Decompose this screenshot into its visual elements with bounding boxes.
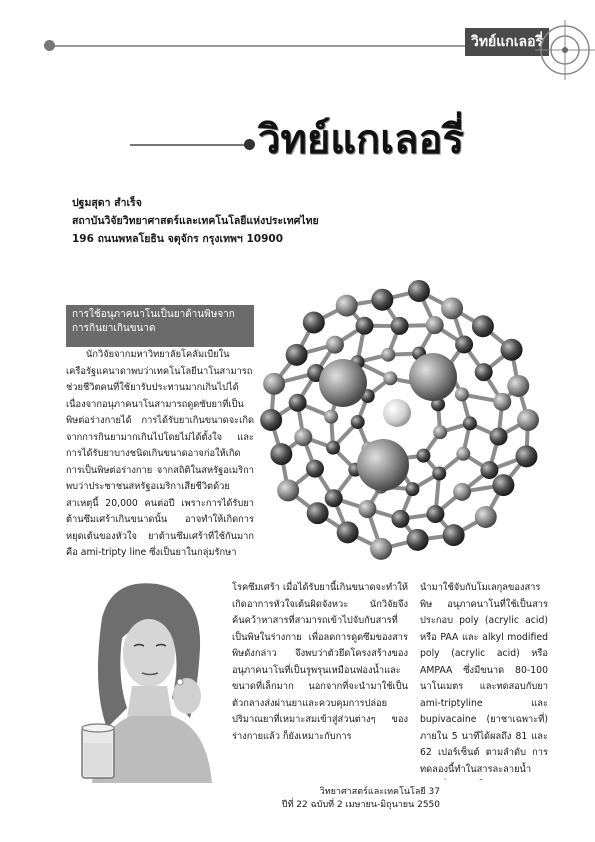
page-footer bbox=[240, 786, 440, 812]
footer-magazine-page: วิทยาศาสตร์และเทคโนโลยี 37 bbox=[319, 787, 440, 797]
title-rule bbox=[130, 144, 250, 146]
page-title: วิทย์แกเลอรี่ bbox=[258, 117, 464, 163]
author-block bbox=[72, 194, 372, 248]
title-bullet-dot bbox=[244, 139, 255, 150]
author-affiliation: สถาบันวิจัยวิทยาศาสตร์และเทคโนโลยีแห่งประเทศไทย bbox=[72, 215, 319, 227]
header-rule bbox=[50, 45, 470, 47]
footer-issue-info: ปีที่ 22 ฉบับที่ 2 เมษายน-มิถุนายน 2550 bbox=[281, 800, 440, 810]
target-circles-icon bbox=[535, 20, 595, 80]
woman-taking-pill-photo bbox=[72, 578, 222, 783]
section-tab: วิทย์แกเลอรี่ bbox=[465, 28, 549, 56]
sidebar-body-text: นักวิจัยจากมหาวิทยาลัยโคลัมเบียในเครือรัฐแคนาดาพบว่าเทคโนโลยีนาโนสามารถช่วยชีวิตคนที่ใช้ยารับประทานมากเกินไปได้ เนื่องจากอนุภาคนาโนสามารถดูดซับยาที่เป็นพิษต่อร่างกายได้ การได้รับยาเกินขนาดจะเกิดจากการกินยามากเกินไปโดยไม่ได้ตั้งใจ และการได้รับยาบางชนิดเกินขนาดอาจก่อให้เกิดการเป็นพิษต่อร่างกาย จากสถิติในสหรัฐอเมริกาพบว่าประชาชนสหรัฐอเมริกาเสียชีวิตด้วยสาเหตุนี้ 20,000 คนต่อปี เพราะการได้รับยาต้านซึมเศร้าเกินขนาดนั้น อาจทำให้เกิดการหยุดเต้นของหัวใจ ยาต้านซึมเศร้าที่ใช้กันมากคือ ami-tripty line ซึ่งเป็นยาในกลุ่มรักษา bbox=[66, 349, 254, 558]
article-column-right: นำมาใช้จับกับโมเลกุลของสารพิษ อนุภาคนาโนที่ใช้เป็นสาร ประกอบ poly (acrylic acid) หรือ PAA และ alkyl modified poly (acrylic acid) หรือ AMPAA ซึ่งมีขนาด 80-100 นาโนเมตร และทดสอบกับยา ami-triptyline และ bupivacaine (ยาชาเฉพาะที่) ภายใน 5 นาทีได้ผลถึง 81 และ 62 เปอร์เซ็นต์ ตามลำดับ การทดลองนี้ทำในสารละลายน้ำ bbox=[420, 582, 548, 775]
header-bullet-dot bbox=[44, 40, 55, 51]
article-column-middle: โรคซึมเศร้า เมื่อได้รับยานี้เกินขนาดจะทำให้เกิดอาการหัวใจเต้นผิดจังหวะ นักวิจัยจึงค้นคว้าหาสารที่สามารถเข้าไปจับกับสารที่เป็นพิษในร่างกาย เพื่อลดการดูดซึมของสารพิษดังกล่าว จึงพบว่าตัวยึดโครงสร้างของอนุภาคนาโนที่เป็นรูพรุนเหมือนฟองน้ำและขนาดที่เล็กมาก นอกจากที่จะนำมาใช้เป็นตัวกลางส่งผ่านยาและควบคุมการปล่อยปริมาณยาที่เหมาะสมเข้าสู่ส่วนต่างๆ ของร่างกายแล้ว ก็ยังเหมาะกับการ bbox=[232, 582, 408, 742]
author-name: ปฐมสุดา สำเร็จ bbox=[72, 197, 142, 209]
author-address: 196 ถนนพหลโยธิน จตุจักร กรุงเทพฯ 10900 bbox=[72, 233, 284, 245]
nanoparticle-molecule-illustration bbox=[255, 275, 545, 565]
sidebar-heading: การใช้อนุภาคนาโนเป็นยาต้านพิษจากการกินยาเกินขนาด bbox=[66, 305, 254, 347]
